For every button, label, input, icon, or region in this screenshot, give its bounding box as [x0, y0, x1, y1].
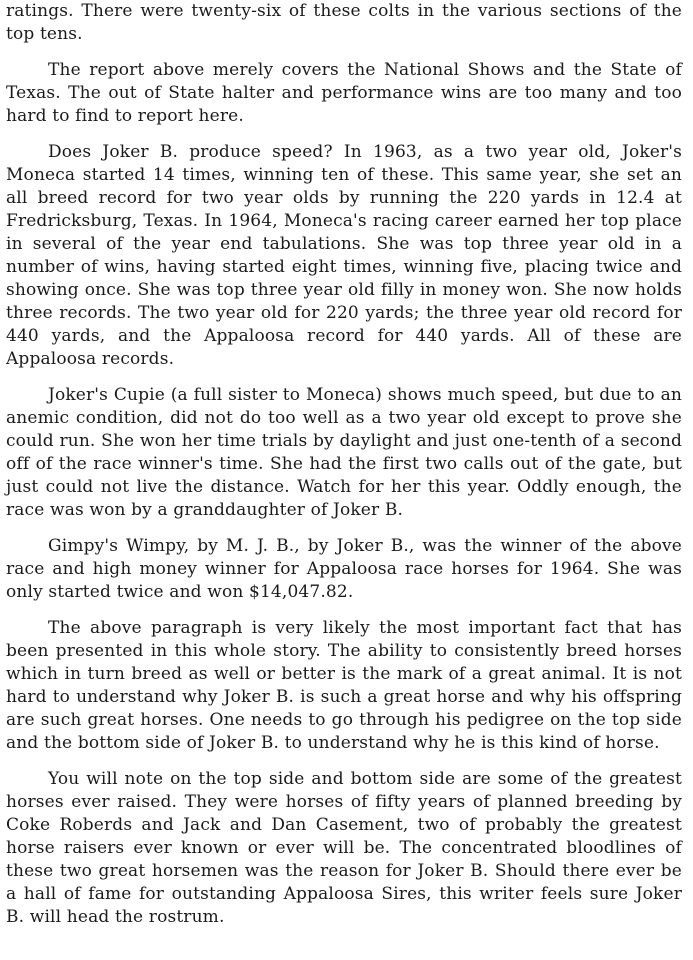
paragraph-important-fact: The above paragraph is very likely the most important fact that has been presented in this whole story. The ability to consistently breed horses which in turn breed as well or better is the mark of a great animal. It is not hard to understand why Joker B. is such a great horse and why his offspring are such great horses. One needs to go through his pedigree on the top side and the bottom side of Joker B. to understand why he is this kind of horse.: [6, 618, 682, 753]
document-page: [6, 0, 682, 942]
paragraph-greatest-horses: You will note on the top side and bottom side are some of the greatest horses ever raised. They were horses of fifty years of planned breeding by Coke Roberds and Jack and Dan Casement, two of probably the greatest horse raisers ever known or ever will be. The concentrated bloodlines of these two great horsemen was the reason for Joker B. Should there ever be a hall of fame for outstanding Appaloosa Sires, this writer feels sure Joker B. will head the rostrum.: [6, 769, 682, 927]
paragraph-gimpys-wimpy: Gimpy's Wimpy, by M. J. B., by Joker B., was the winner of the above race and high money winner for Appaloosa race horses for 1964. She was only started twice and won $14,047.82.: [6, 536, 682, 602]
paragraph-national-shows: The report above merely covers the National Shows and the State of Texas. The out of State halter and performance wins are too many and too hard to find to report here.: [6, 60, 682, 126]
paragraph-jokers-cupie: Joker's Cupie (a full sister to Moneca) shows much speed, but due to an anemic condition, did not do too well as a two year old except to prove she could run. She won her time trials by daylight and just one-tenth of a second off of the race winner's time. She had the first two calls out of the gate, but just could not live the distance. Watch for her this year. Oddly enough, the race was won by a granddaughter of Joker B.: [6, 385, 682, 520]
paragraph-joker-speed: Does Joker B. produce speed? In 1963, as a two year old, Joker's Moneca started 14 times, winning ten of these. This same year, she set an all breed record for two year olds by running the 220 yards in 12.4 at Fredricksburg, Texas. In 1964, Moneca's racing career earned her top place in several of the year end tabulations. She was top three year old in a number of wins, having started eight times, winning five, placing twice and showing once. She was top three year old filly in money won. She now holds three records. The two year old for 220 yards; the three year old record for 440 yards, and the Appaloosa record for 440 yards. All of these are Appaloosa records.: [6, 142, 682, 369]
paragraph-continued-ratings: ratings. There were twenty-six of these colts in the various sections of the top tens.: [6, 1, 682, 44]
